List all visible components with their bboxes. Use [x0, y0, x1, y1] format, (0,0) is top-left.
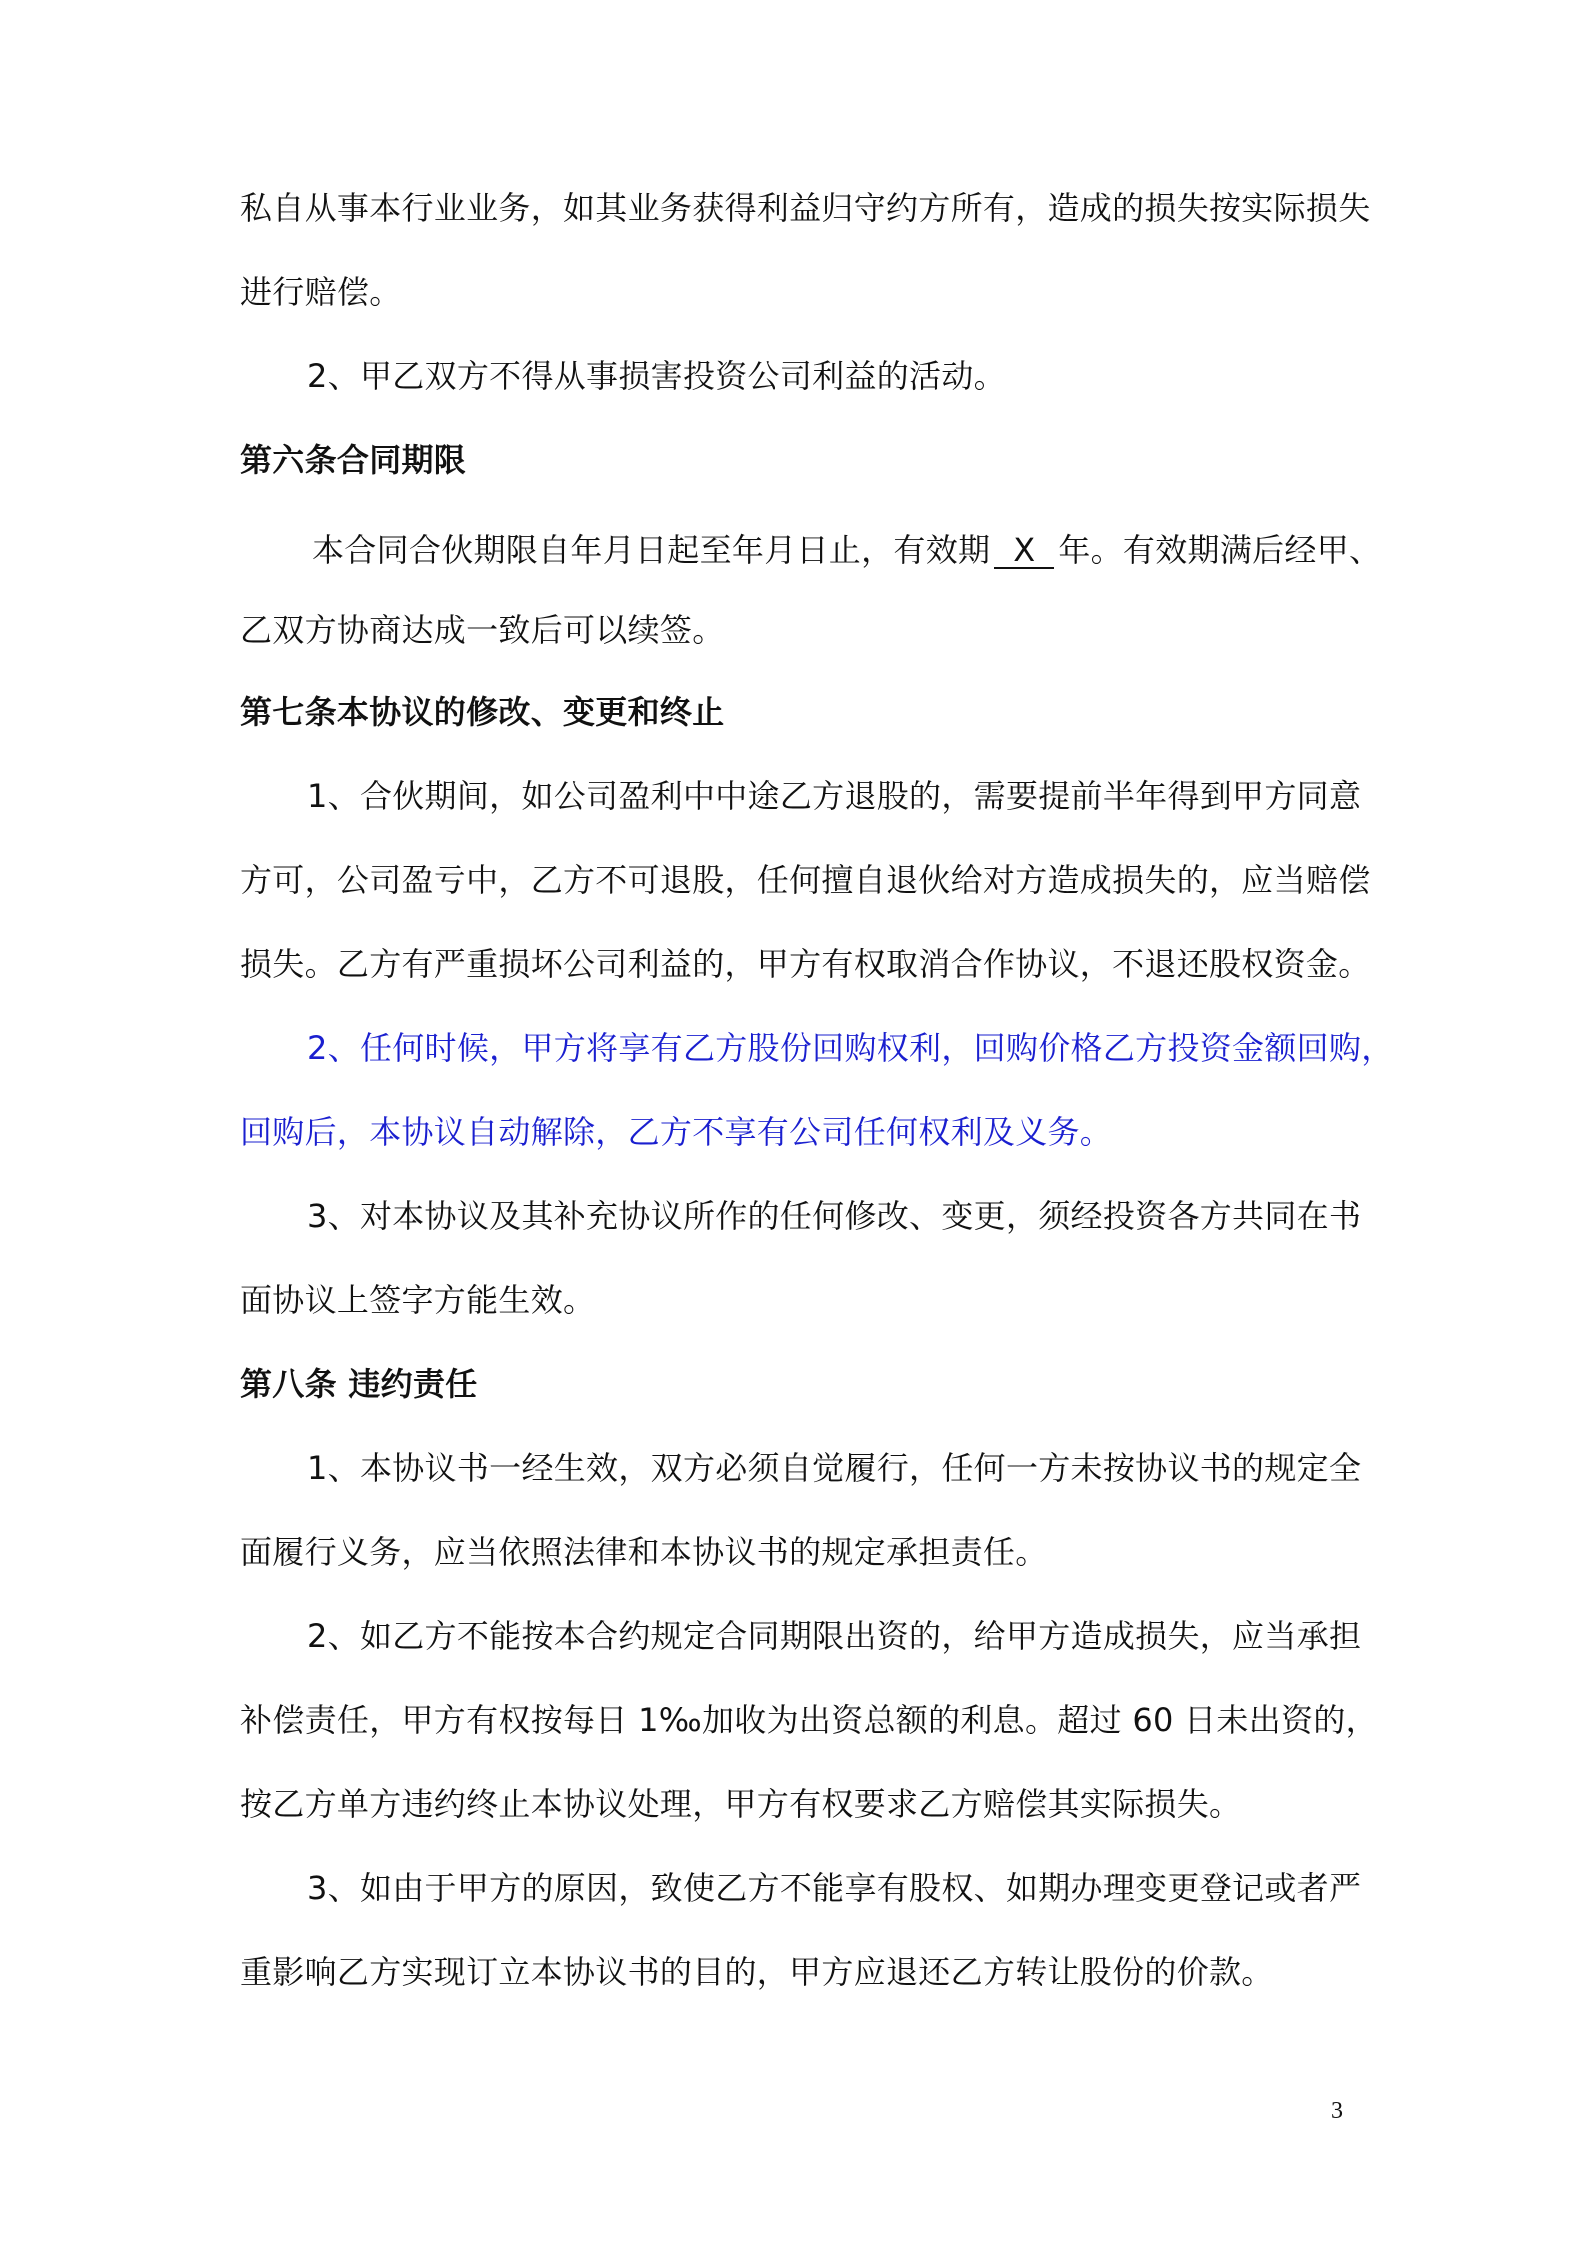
clause-item: 1、合伙期间，如公司盈利中中途乙方退股的，需要提前半年得到甲方同意	[307, 777, 1362, 815]
body-line: 按乙方单方违约终止本协议处理，甲方有权要求乙方赔偿其实际损失。	[240, 1785, 1242, 1823]
body-line: 补偿责任，甲方有权按每日 1‰加收为出资总额的利息。超过 60 日未出资的，	[240, 1701, 1378, 1739]
body-line: 损失。乙方有严重损坏公司利益的，甲方有权取消合作协议，不退还股权资金。	[240, 945, 1371, 983]
clause-item: 3、对本协议及其补充协议所作的任何修改、变更，须经投资各方共同在书	[307, 1197, 1362, 1235]
body-line: 私自从事本行业业务，如其业务获得利益归守约方所有，造成的损失按实际损失	[240, 189, 1371, 227]
contract-term-line	[312, 530, 1381, 570]
highlighted-clause: 2、任何时候，甲方将享有乙方股份回购权利，回购价格乙方投资金额回购，	[307, 1029, 1394, 1067]
contract-term-text-a: 本合同合伙期限自年月日起至年月日止，有效期	[312, 531, 991, 569]
clause-item: 1、本协议书一经生效，双方必须自觉履行，任何一方未按协议书的规定全	[307, 1449, 1362, 1487]
body-line: 乙双方协商达成一致后可以续签。	[240, 611, 725, 649]
clause-item: 3、如由于甲方的原因，致使乙方不能享有股权、如期办理变更登记或者严	[307, 1869, 1362, 1907]
contract-term-text-b: 年。有效期满后经甲、	[1058, 531, 1382, 569]
body-line: 面协议上签字方能生效。	[240, 1281, 596, 1319]
body-line: 面履行义务，应当依照法律和本协议书的规定承担责任。	[240, 1533, 1048, 1571]
article-8-heading: 第八条 违约责任	[240, 1365, 478, 1403]
body-line: 方可，公司盈亏中，乙方不可退股，任何擅自退伙给对方造成损失的，应当赔偿	[240, 861, 1371, 899]
body-line: 重影响乙方实现订立本协议书的目的，甲方应退还乙方转让股份的价款。	[240, 1953, 1274, 1991]
highlighted-clause: 回购后，本协议自动解除，乙方不享有公司任何权利及义务。	[240, 1113, 1113, 1151]
clause-item: 2、如乙方不能按本合约规定合同期限出资的，给甲方造成损失，应当承担	[307, 1617, 1362, 1655]
article-7-heading: 第七条本协议的修改、变更和终止	[240, 693, 725, 731]
clause-item: 2、甲乙双方不得从事损害投资公司利益的活动。	[307, 357, 1006, 395]
term-years-blank: X	[994, 533, 1054, 569]
article-6-heading: 第六条合同期限	[240, 441, 467, 479]
page-number: 3	[1331, 2098, 1343, 2124]
body-line: 进行赔偿。	[240, 273, 402, 311]
